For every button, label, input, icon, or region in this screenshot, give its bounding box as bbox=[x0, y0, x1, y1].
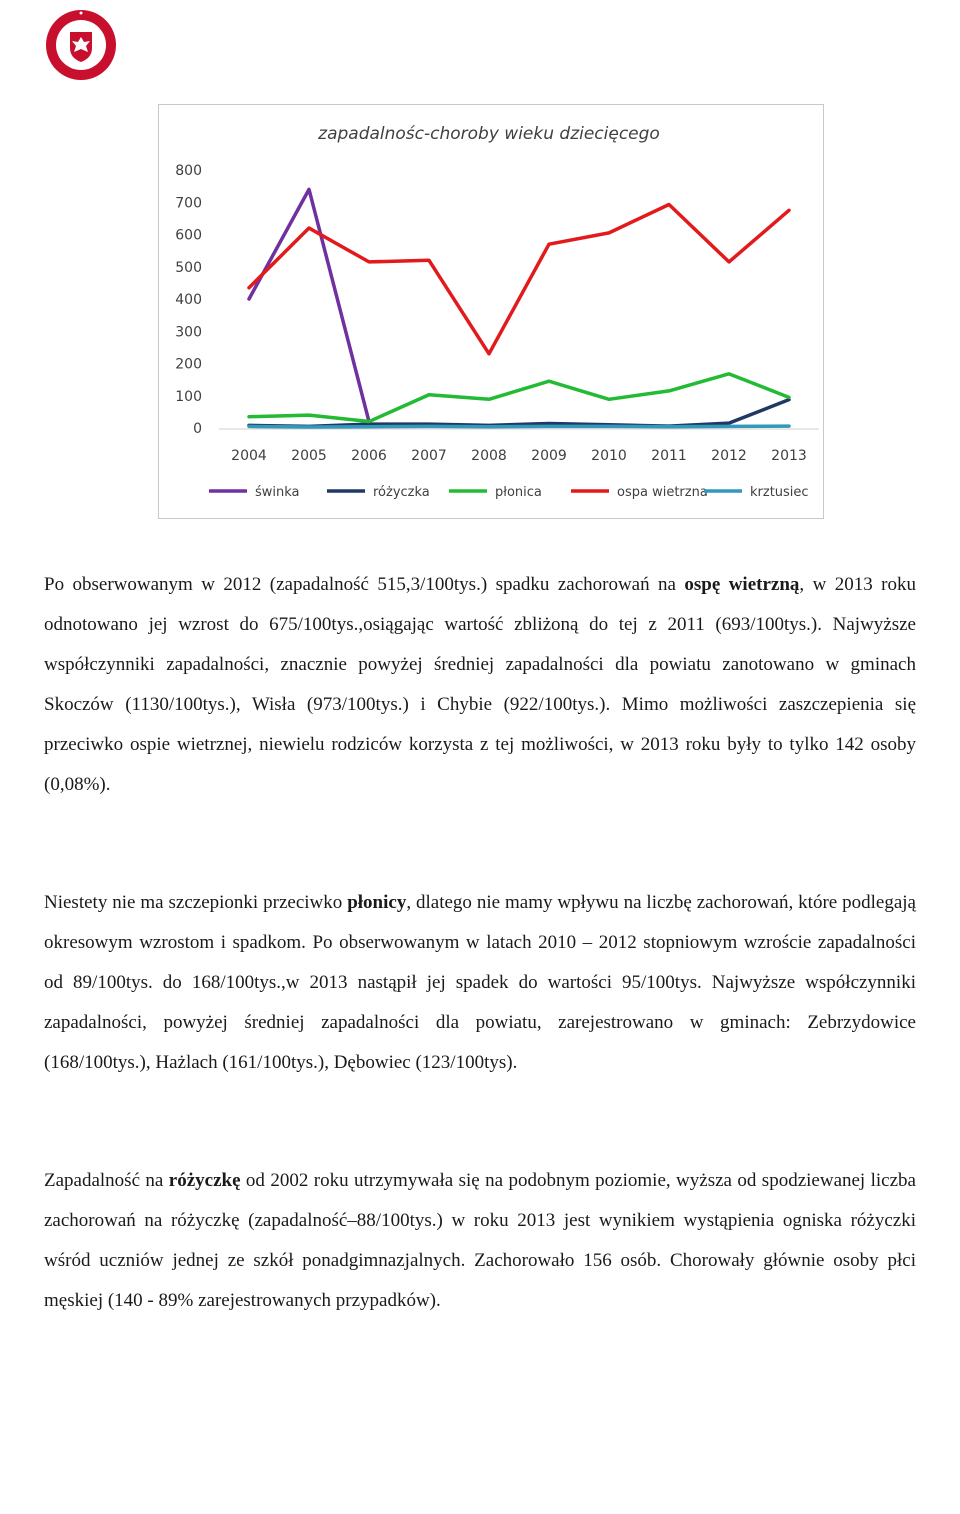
legend-label: różyczka bbox=[373, 485, 430, 500]
y-tick-label: 800 bbox=[175, 163, 202, 179]
text-run: od 2002 roku utrzymywała się na podobnym poziomie, wyższa od spodziewanej liczba zachorowań na różyczkę (zapadalność–88/100tys.) w roku 2013 jest wynikiem wystąpienia ogniska różyczki wśród uczniów jednej ze szkół ponadgimnazjalnych. Zachorowało 156 osób. Chorowały głównie osoby płci męskiej (140 - 89% zarejestrowanych przypadków). bbox=[44, 1170, 916, 1311]
series-line-świnka bbox=[249, 189, 369, 421]
text-run: , dlatego nie mamy wpływu na liczbę zachorowań, które podlegają okresowym wzrostom i spadkom. Po obserwowanym w latach 2010 – 2012 stopniowym wzroście zapadalności od 89/100tys. do 168/100tys.,w 2013 nastąpił jej spadek do wartości 95/100tys. Najwyższe współczynniki zapadalności, powyżej średniej zapadalności dla powiatu, zarejestrowano w gminach: Zebrzydowice (168/100tys.), Hażlach (161/100tys.), Dębowiec (123/100tys). bbox=[44, 892, 916, 1073]
y-axis-ticks bbox=[175, 163, 202, 437]
text-run: , w 2013 roku odnotowano jej wzrost do 675/100tys.,osiągając wartość zbliżoną do tej z 2011 (693/100tys.). Najwyższe współczynniki zapadalności, znacznie powyżej średniej zapadalności dla powiatu zanotowano w gminach Skoczów (1130/100tys.), Wisła (973/100tys.) i Chybie (922/100tys.). Mimo możliwości zaszczepienia się przeciwko ospie wietrznej, niewielu rodziców korzysta z tej możliwości, w 2013 roku były to tylko 142 osoby (0,08%). bbox=[44, 574, 916, 795]
series-line-płonica bbox=[249, 374, 789, 422]
x-tick-label: 2012 bbox=[711, 448, 747, 464]
series-line-krztusiec bbox=[249, 426, 789, 427]
x-tick-label: 2007 bbox=[411, 448, 447, 464]
text-run: Po obserwowanym w 2012 (zapadalność 515,3/100tys.) spadku zachorowań na bbox=[44, 574, 685, 595]
y-tick-label: 100 bbox=[175, 388, 202, 405]
y-tick-label: 400 bbox=[175, 292, 202, 308]
y-tick-label: 300 bbox=[175, 324, 202, 341]
paragraph-ospa-wietrzna bbox=[44, 565, 916, 805]
paragraph-text bbox=[44, 883, 916, 1083]
line-chart bbox=[158, 104, 824, 519]
x-tick-label: 2010 bbox=[591, 448, 627, 464]
x-tick-label: 2004 bbox=[231, 448, 267, 464]
series-line-ospa-wietrzna bbox=[249, 205, 789, 354]
y-tick-label: 500 bbox=[175, 259, 202, 276]
paragraph-plonica bbox=[44, 883, 916, 1083]
paragraph-rozyczka bbox=[44, 1161, 916, 1321]
chart-svg bbox=[159, 105, 825, 520]
x-tick-label: 2006 bbox=[351, 448, 387, 464]
y-tick-label: 600 bbox=[175, 227, 202, 244]
bold-term: różyczkę bbox=[168, 1170, 241, 1191]
logo-emblem-icon bbox=[44, 8, 118, 82]
x-tick-label: 2013 bbox=[771, 448, 807, 464]
x-tick-label: 2011 bbox=[651, 448, 687, 464]
series-line-różyczka bbox=[249, 400, 789, 427]
text-run: Niestety nie ma szczepionki przeciwko bbox=[44, 892, 348, 913]
text-run: Zapadalność na bbox=[44, 1170, 169, 1191]
chart-title: zapadalnośc-choroby wieku dziecięcego bbox=[318, 124, 660, 144]
y-tick-label: 200 bbox=[175, 356, 202, 373]
paragraph-text bbox=[44, 1161, 916, 1321]
y-tick-label: 0 bbox=[193, 421, 202, 437]
legend-label: ospa wietrzna bbox=[617, 485, 708, 500]
x-tick-label: 2009 bbox=[531, 448, 567, 464]
logo-dot bbox=[80, 12, 83, 15]
legend-label: krztusiec bbox=[750, 485, 809, 500]
chart-legend bbox=[209, 485, 809, 500]
y-tick-label: 700 bbox=[175, 195, 202, 212]
bold-term: płonicy bbox=[347, 892, 407, 913]
legend-label: świnka bbox=[255, 485, 300, 500]
x-axis-ticks bbox=[231, 448, 807, 464]
x-tick-label: 2008 bbox=[471, 448, 507, 464]
legend-label: płonica bbox=[495, 485, 542, 500]
paragraph-text bbox=[44, 565, 916, 805]
sanitary-inspection-logo bbox=[44, 8, 118, 82]
x-tick-label: 2005 bbox=[291, 448, 327, 464]
series-lines bbox=[249, 189, 789, 427]
bold-term: ospę wietrzną bbox=[684, 574, 800, 595]
